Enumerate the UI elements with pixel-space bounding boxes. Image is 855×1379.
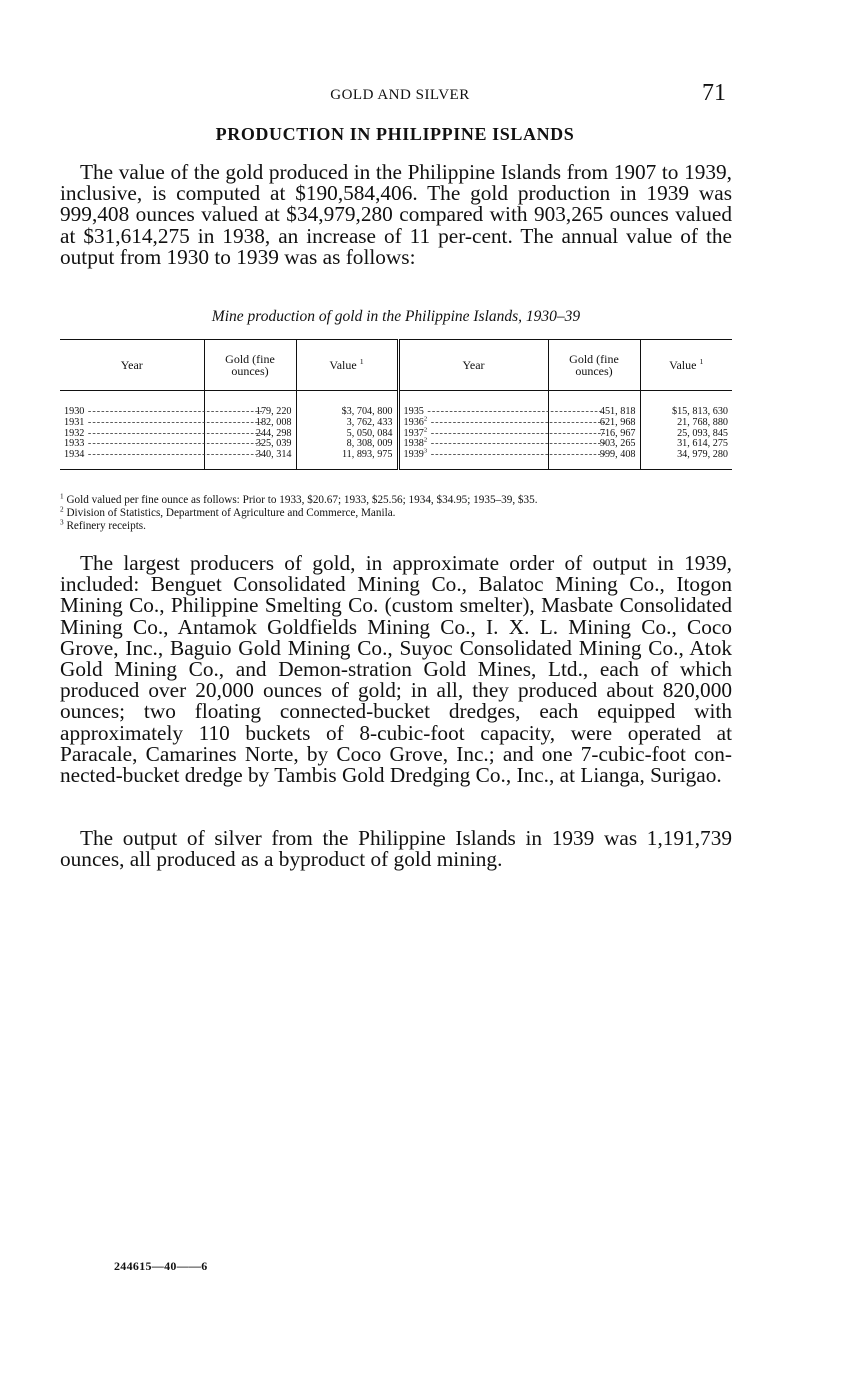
year-cell: 1931 ----------------------------------------: [60, 418, 204, 429]
header-value-right: [640, 340, 732, 391]
year-cell: 1936$^2$ ----------------------------------------: [398, 418, 548, 429]
gold-ounces-cell: 451, 818: [548, 391, 640, 418]
value-cell: $15, 813, 630: [671, 406, 728, 417]
footnote-text: Division of Statistics, Department of Agriculture and Commerce, Manila.: [66, 507, 396, 519]
gold-ounces-cell: 621, 968: [548, 418, 640, 429]
year-cell: 1934 ----------------------------------------: [60, 450, 204, 469]
year-value: 1931: [64, 416, 85, 428]
value-cell: 25, 093, 845: [677, 427, 728, 439]
silver-paragraph: [60, 828, 732, 870]
table-caption: Mine production of gold in the Philippine Islands, 1930–39: [211, 308, 581, 325]
footnote-text: Refinery receipts.: [66, 520, 146, 532]
year-footnote-mark: 2: [423, 437, 428, 444]
value-cell: 8, 308, 009: [296, 439, 398, 450]
gold-ounces-cell: 179, 220: [204, 391, 296, 418]
table-row: [60, 450, 732, 469]
table-body: [60, 391, 732, 470]
gold-ounces-cell: 903, 265: [548, 439, 640, 450]
value-cell: 31, 614, 275: [677, 438, 728, 450]
value-cell: $3, 704, 800: [296, 391, 398, 418]
producers-paragraph: [60, 553, 732, 786]
value-cell: 3, 762, 433: [296, 418, 398, 429]
header-value-left: [296, 340, 398, 391]
year-value: 1938: [403, 438, 424, 450]
year-cell: 1938$^2$ ----------------------------------------: [398, 439, 548, 450]
header-value-label: Value: [329, 358, 357, 372]
year-value: 1930: [64, 406, 85, 417]
section-title: PRODUCTION IN PHILIPPINE ISLANDS: [215, 124, 575, 144]
value-cell: 34, 979, 280: [640, 450, 732, 469]
year-value: 1932: [64, 427, 85, 439]
year-cell: 1937$^2$ ----------------------------------------: [398, 429, 548, 440]
footnotes: [60, 494, 760, 533]
year-value: 1934: [64, 449, 85, 461]
producers-paragraph-text: The largest producers of gold, in approximate order of output in 1939, included: Benguet Consolidated Mining Co., Balatoc Mining Co., Itogon Mining Co., Philippine Smelting Co. (custom smelter), Masbate Consolidated Mining Co., Antamok Goldfields Mining Co., I. X. L. Mining Co., Coco Grove, Inc., Baguio Gold Mining Co., Suyoc Consolidated Mining Co., Atok Gold Mining Co., and Demon-stration Gold Mines, Ltd., each of which produced over 20,000 ounces of gold; in all, they produced about 820,000 ounces; two floating connected-bucket dredges, each equipped with approximately 110 buckets of 8-cubic-foot capacity, were operated at Paracale, Camarines Norte, by Coco Grove, Inc.; and one 7-cubic-foot con-nected-bucket dredge by Tambis Gold Dredging Co., Inc., at Lianga, Surigao.: [60, 551, 732, 788]
year-value: 1939: [403, 449, 424, 461]
page-number: 71: [702, 80, 726, 106]
gold-ounces-cell: 325, 039: [204, 439, 296, 450]
print-code: 244615—40——6: [114, 1259, 208, 1273]
header-value-footnote-mark: 1: [359, 357, 364, 366]
silver-paragraph-text: The output of silver from the Philippine Islands in 1939 was 1,191,739 ounces, all produced as a byproduct of gold mining.: [60, 826, 732, 872]
year-cell: 1935 ----------------------------------------: [398, 391, 548, 418]
year-value: 1933: [64, 438, 85, 450]
value-cell: 21, 768, 880: [677, 416, 728, 428]
table-row: [60, 391, 732, 418]
year-value: 1935: [403, 406, 424, 417]
year-value: 1937: [403, 427, 424, 439]
footnote-3: [60, 520, 760, 533]
footnote-text: Gold valued per fine ounce as follows: Prior to 1933, $20.67; 1933, $25.56; 1934, $34.95; 1935–39, $35.: [66, 494, 538, 506]
year-value: 1936: [403, 416, 424, 428]
header-gold-left: Gold (fine ounces): [204, 340, 296, 391]
gold-ounces-cell: 999, 408: [548, 450, 640, 469]
footnote-1: [60, 494, 760, 507]
header-year-right: Year: [398, 340, 548, 391]
year-cell: 1930 ----------------------------------------: [60, 391, 204, 418]
footnote-mark: 1: [60, 492, 64, 501]
year-cell: 1933 ----------------------------------------: [60, 439, 204, 450]
intro-paragraph-text: The value of the gold produced in the Philippine Islands from 1907 to 1939, inclusive, is computed at $190,584,406. The gold production in 1939 was 999,408 ounces valued at $34,979,280 compared with 903,265 ounces valued at $31,614,275 in 1938, an increase of 11 per-cent. The annual value of the output from 1930 to 1939 was as follows:: [60, 160, 732, 269]
value-cell: 5, 050, 084: [296, 429, 398, 440]
gold-production-table: [60, 339, 732, 470]
year-cell: 1939$^3$ ----------------------------------------: [398, 450, 548, 469]
running-title: GOLD AND SILVER: [330, 87, 470, 103]
header-gold-right: Gold (fine ounces): [548, 340, 640, 391]
running-head: [0, 80, 855, 108]
gold-ounces-cell: 716, 967: [548, 429, 640, 440]
intro-paragraph: [60, 162, 732, 268]
year-footnote-mark: 2: [423, 426, 428, 434]
header-year-left: Year: [60, 340, 204, 391]
gold-ounces-cell: 340, 314: [204, 450, 296, 469]
footnote-mark: 2: [60, 505, 64, 514]
footnote-2: [60, 507, 760, 520]
gold-ounces-cell: 182, 008: [204, 418, 296, 429]
year-footnote-mark: 3: [423, 447, 428, 455]
header-value-label: Value: [669, 358, 697, 372]
gold-ounces-cell: 244, 298: [204, 429, 296, 440]
value-cell: 11, 893, 975: [296, 450, 398, 469]
table-header-row: [60, 340, 732, 391]
header-value-footnote-mark: 1: [699, 357, 704, 366]
year-footnote-mark: 2: [423, 415, 428, 423]
footnote-mark: 3: [60, 518, 64, 527]
year-cell: 1932 ----------------------------------------: [60, 429, 204, 440]
